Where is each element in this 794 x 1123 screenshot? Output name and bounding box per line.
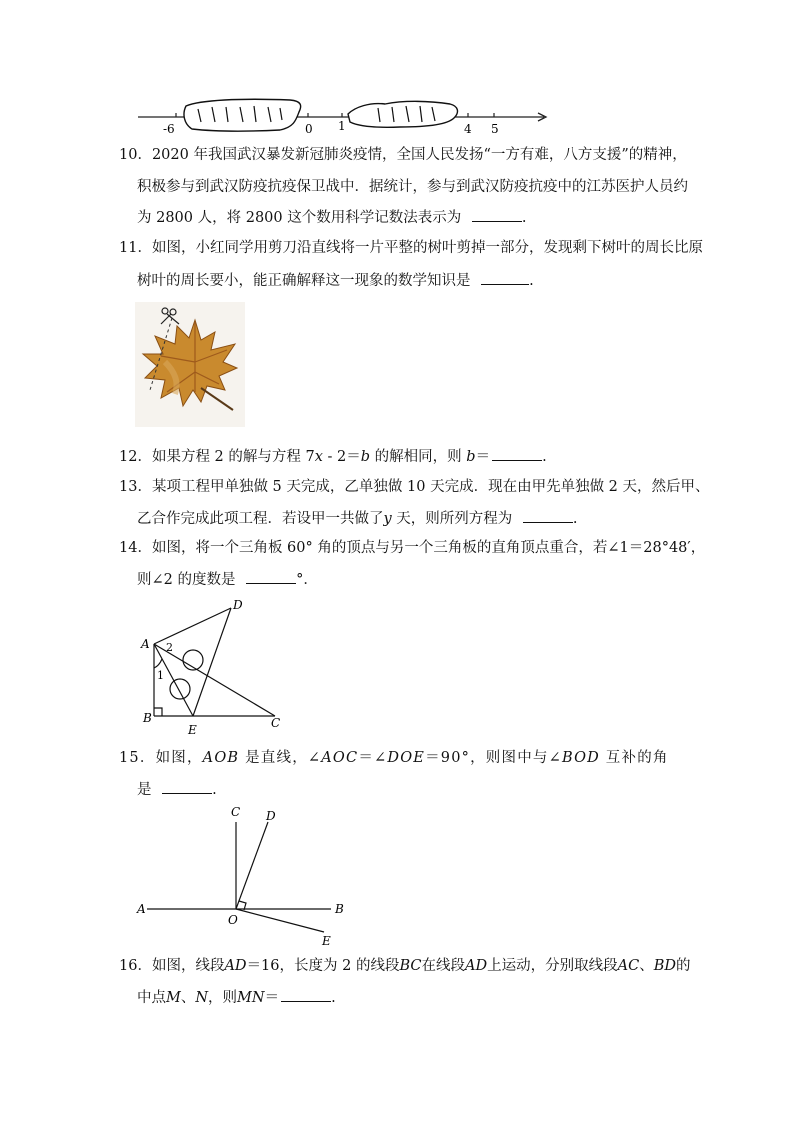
q15-number: 15． bbox=[119, 750, 156, 766]
segment-DE bbox=[193, 608, 231, 716]
q12-text-b: - 2＝ bbox=[322, 449, 361, 465]
q14-triangle-figure bbox=[135, 596, 295, 741]
label-E: E bbox=[188, 723, 197, 737]
q10-line-1 bbox=[119, 145, 687, 165]
q16-line-2 bbox=[137, 987, 336, 1008]
label-C: C bbox=[231, 805, 241, 819]
label-2: 2 bbox=[166, 641, 173, 654]
q16-bd: BD bbox=[653, 958, 676, 974]
q15-text-a: 如图， bbox=[155, 750, 203, 766]
q15-line-2 bbox=[137, 779, 217, 800]
q16-text-2a: 中点 bbox=[137, 990, 166, 1006]
q13-text-2a: 乙合作完成此项工程．若设甲一共做了 bbox=[137, 511, 384, 527]
q14-line-1 bbox=[119, 538, 705, 558]
label-B: B bbox=[335, 902, 344, 916]
q16-bc: BC bbox=[399, 958, 422, 974]
q12-text-c: 的解相同，则 bbox=[370, 449, 467, 465]
q16-end: . bbox=[331, 990, 336, 1006]
q15-end: . bbox=[212, 782, 217, 798]
q10-line-2 bbox=[137, 177, 688, 197]
q14-line-2 bbox=[137, 569, 318, 590]
q15-text-c: ＝∠ bbox=[358, 750, 388, 766]
q11-line-2 bbox=[137, 270, 534, 291]
q11-text-2: 树叶的周长要小，能正确解释这一现象的数学知识是 bbox=[137, 273, 471, 289]
q16-ac: AC bbox=[617, 958, 640, 974]
q10-line-3 bbox=[137, 207, 526, 228]
label-A: A bbox=[141, 637, 150, 651]
right-angle-mark-B bbox=[154, 708, 162, 716]
segment-AD bbox=[154, 608, 231, 644]
q15-angle-figure bbox=[135, 800, 350, 950]
q10-answer-blank[interactable] bbox=[472, 207, 522, 222]
q16-text-2d: ＝ bbox=[264, 990, 280, 1006]
tick-label-neg6: -6 bbox=[163, 122, 175, 136]
q16-text-c: 在线段 bbox=[421, 958, 465, 974]
q16-text-d: 上运动，分别取线段 bbox=[487, 958, 618, 974]
q12-text-a: 如果方程 2 的解与方程 7 bbox=[151, 449, 315, 465]
q13-end: . bbox=[572, 511, 578, 527]
q16-text-a: 如图，线段 bbox=[151, 958, 225, 974]
q12-number: 12． bbox=[119, 449, 152, 465]
q16-ad: AD bbox=[224, 958, 247, 974]
q15-text-b: 是直线，∠ bbox=[239, 750, 322, 766]
q12-var-b2: b bbox=[466, 449, 476, 465]
q16-number: 16． bbox=[119, 958, 152, 974]
triangle-hole-2 bbox=[170, 679, 190, 699]
q11-number: 11． bbox=[119, 240, 152, 256]
tick-label-1: 1 bbox=[338, 119, 346, 133]
q16-line-1 bbox=[119, 956, 690, 976]
q14-text-1: 如图，将一个三角板 60° 角的顶点与另一个三角板的直角顶点重合，若∠1＝28°48′， bbox=[151, 540, 706, 556]
q12-line bbox=[119, 446, 547, 467]
q10-text-1: 2020 年我国武汉暴发新冠肺炎疫情，全国人民发扬“一方有难，八方支援”的精神， bbox=[151, 147, 687, 163]
tick-label-4: 4 bbox=[464, 122, 472, 136]
q12-var-x: x bbox=[314, 449, 323, 465]
q15-answer-blank[interactable] bbox=[162, 779, 212, 794]
q10-number: 10． bbox=[119, 147, 152, 163]
q15-aob: AOB bbox=[202, 750, 240, 766]
label-B: B bbox=[143, 711, 152, 725]
q15-text-e: 互补的角 bbox=[600, 750, 669, 766]
label-C: C bbox=[271, 716, 281, 730]
label-E: E bbox=[322, 934, 331, 948]
q13-number: 13． bbox=[119, 479, 152, 495]
q15-aoc: AOC bbox=[321, 750, 359, 766]
q16-text-b: ＝16，长度为 2 的线段 bbox=[246, 958, 400, 974]
q11-text-1: 如图，小红同学用剪刀沿直线将一片平整的树叶剪掉一部分，发现剩下树叶的周长比原 bbox=[151, 240, 703, 256]
q10-text-3: 为 2800 人，将 2800 这个数用科学记数法表示为 bbox=[137, 210, 462, 226]
q14-number: 14． bbox=[119, 540, 152, 556]
q14-answer-blank[interactable] bbox=[246, 569, 296, 584]
q13-line-1 bbox=[119, 477, 710, 497]
q15-text-2: 是 bbox=[137, 782, 152, 798]
q11-end: . bbox=[529, 273, 534, 289]
label-D: D bbox=[266, 809, 276, 823]
q13-answer-blank[interactable] bbox=[523, 508, 573, 523]
q16-text-2c: ，则 bbox=[208, 990, 238, 1006]
q13-text-2b: 天，则所列方程为 bbox=[391, 511, 513, 527]
q11-answer-blank[interactable] bbox=[481, 270, 529, 285]
q11-line-1 bbox=[119, 238, 703, 258]
q16-m: M bbox=[166, 990, 181, 1006]
torn-blob-left bbox=[184, 99, 301, 131]
q16-ad2: AD bbox=[465, 958, 488, 974]
label-1: 1 bbox=[157, 669, 164, 682]
q16-n: N bbox=[195, 990, 209, 1006]
ray-OD bbox=[236, 822, 268, 909]
q12-var-b: b bbox=[360, 449, 371, 465]
q15-line-1 bbox=[119, 748, 669, 768]
label-D: D bbox=[233, 598, 243, 612]
q12-end: . bbox=[542, 449, 547, 465]
q14-text-2: 则∠2 的度数是 bbox=[137, 572, 236, 588]
tick-label-0: 0 bbox=[305, 122, 313, 136]
label-O: O bbox=[228, 913, 238, 927]
q15-text-d: ＝90°，则图中与∠ bbox=[425, 750, 562, 766]
angle-arc-1 bbox=[154, 659, 162, 668]
q16-answer-blank[interactable] bbox=[281, 987, 331, 1002]
q16-mn: MN bbox=[237, 990, 265, 1006]
number-line-figure bbox=[130, 92, 560, 138]
q12-answer-blank[interactable] bbox=[492, 446, 542, 461]
q13-line-2 bbox=[137, 508, 578, 529]
q13-var-y: y bbox=[383, 511, 392, 527]
q10-text-2: 积极参与到武汉防疫抗疫保卫战中．据统计，参与到武汉防疫抗疫中的江苏医护人员约 bbox=[137, 179, 688, 195]
maple-leaf-image bbox=[135, 302, 245, 427]
q15-bod: BOD bbox=[561, 750, 600, 766]
q15-doe: DOE bbox=[387, 750, 426, 766]
label-A: A bbox=[137, 902, 146, 916]
q14-end: °． bbox=[296, 572, 318, 588]
ray-OE bbox=[236, 909, 324, 932]
torn-blob-right bbox=[348, 101, 457, 127]
q12-text-d: ＝ bbox=[475, 449, 491, 465]
q16-text-e: 、 bbox=[639, 958, 654, 974]
q10-end: . bbox=[521, 210, 527, 226]
q16-text-f: 的 bbox=[675, 958, 691, 974]
tick-label-5: 5 bbox=[491, 122, 499, 136]
q13-text-1: 某项工程甲单独做 5 天完成，乙单独做 10 天完成．现在由甲先单独做 2 天，然后甲、 bbox=[151, 479, 710, 495]
q16-text-2b: 、 bbox=[180, 990, 196, 1006]
